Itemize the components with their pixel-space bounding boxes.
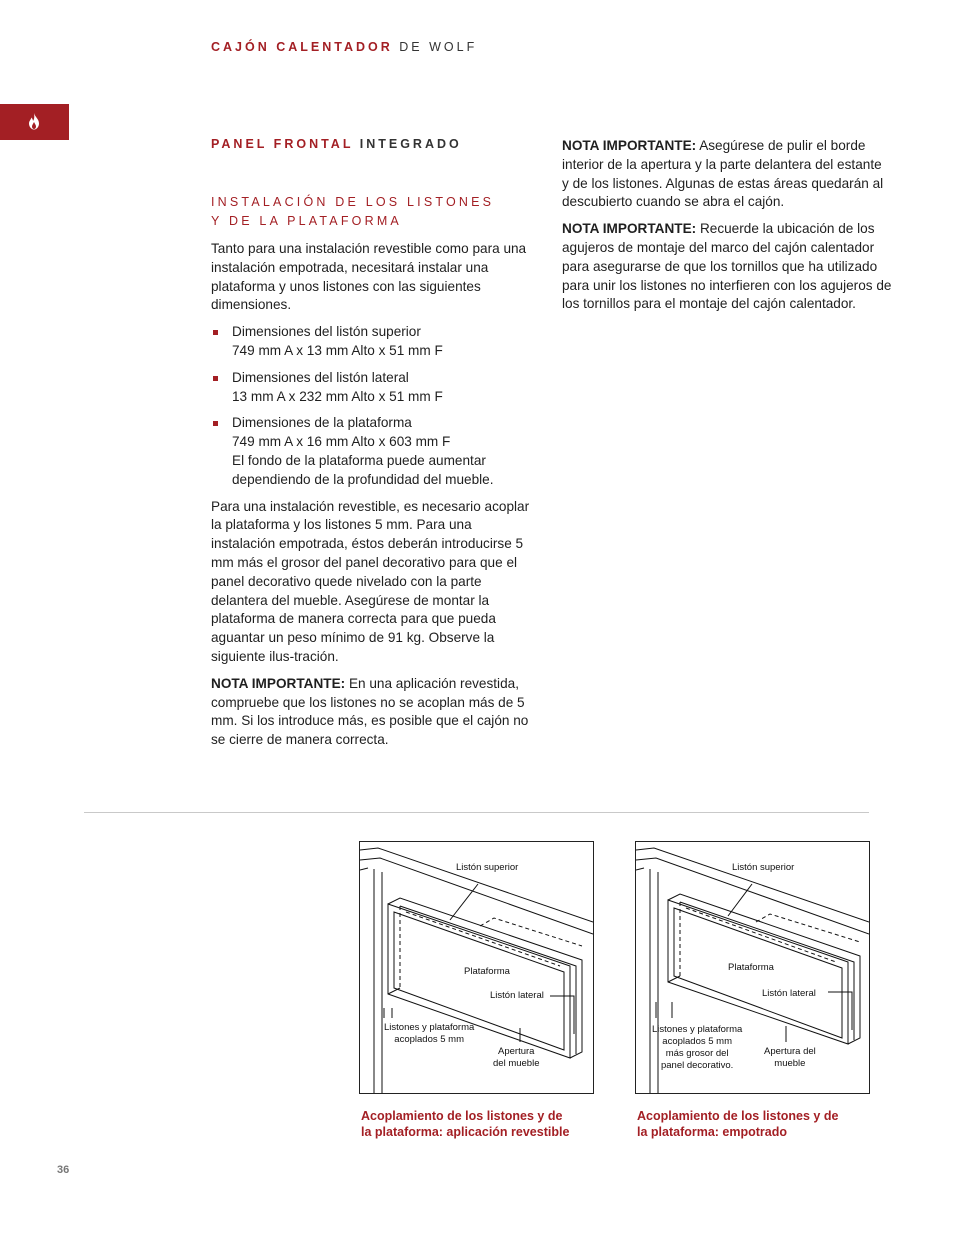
caption-line2: la plataforma: empotrado — [637, 1125, 788, 1139]
left-column — [211, 137, 536, 750]
label-fit-line2: acoplados 5 mm — [394, 1034, 464, 1045]
bullet-marker — [213, 421, 218, 426]
flame-icon — [28, 113, 40, 130]
label-top-strip: Listón superior — [456, 862, 519, 873]
important-note — [562, 137, 892, 212]
list-item — [211, 323, 536, 361]
label-platform: Plataforma — [728, 962, 774, 973]
note-label: NOTA IMPORTANTE: — [211, 675, 346, 691]
list-item-dimensions: 749 mm A x 16 mm Alto x 603 mm F — [232, 434, 451, 450]
list-item-title: Dimensiones de la plataforma — [232, 415, 412, 431]
note-text: Recuerde la ubicación de los agujeros de montaje del marco del cajón calentador para asegurarse de que los tornillos que ha utilizado para unir los listones no interfieren con los agujeros de los tornillos para el montaje del cajón calentador. — [562, 221, 892, 312]
label-cabinet-opening — [764, 1046, 816, 1070]
subsection-title-line1: INSTALACIÓN DE LOS LISTONES — [211, 195, 495, 209]
header-title-rest: DE WOLF — [392, 40, 478, 54]
label-fit-depth — [652, 1024, 742, 1072]
note-text: En una aplicación revestida, compruebe que los listones no se acoplan más de 5 mm. Si los introduce más, es posible que el cajón no se cierre de manera correcta. — [211, 675, 529, 748]
bullet-marker — [213, 376, 218, 381]
label-cabinet-opening — [493, 1046, 539, 1070]
list-item — [211, 369, 536, 407]
label-fit-line1: Listones y plataforma — [652, 1024, 743, 1035]
section-title — [211, 137, 536, 151]
section-title-rest: INTEGRADO — [353, 137, 462, 151]
note-label: NOTA IMPORTANTE: — [562, 221, 697, 237]
caption-line2: la plataforma: aplicación revestible — [361, 1125, 570, 1139]
running-header — [211, 40, 477, 54]
note-label: NOTA IMPORTANTE: — [562, 138, 697, 153]
list-item-title: Dimensiones del listón superior — [232, 324, 421, 340]
figure-overlay-installation — [359, 841, 594, 1094]
label-side-strip: Listón lateral — [490, 990, 544, 1001]
label-fit-line1: Listones y plataforma — [384, 1022, 475, 1033]
label-fit-line2: acoplados 5 mm — [662, 1036, 732, 1047]
label-fit-line4: panel decorativo. — [660, 1060, 734, 1071]
installation-paragraph: Para una instalación revestible, es necesario acoplar la plataforma y los listones 5 mm. Para una instalación empotrada, éstos deberán introducirse 5 mm más el grosor del panel decorativo para que el panel decorativo quede nivelado con la parte delantera del mueble. Asegúrese de montar la plataforma de manera correcta para que pueda aguantar un peso mínimo de 91 kg. Observe la siguiente ilus-tración. — [211, 498, 530, 664]
section-divider — [84, 812, 869, 813]
right-column — [562, 137, 892, 314]
section-tab — [0, 104, 69, 140]
label-fit-line3: más grosor del — [665, 1048, 729, 1059]
note-text: Asegúrese de pulir el borde interior de la apertura y la parte delantera del estante y de los listones. Algunas de estas áreas quedarán al descubierto cuando se abra el cajón. — [562, 138, 884, 210]
page-number: 36 — [57, 1164, 70, 1176]
label-opening-line2: del mueble — [493, 1058, 540, 1069]
caption-line1: Acoplamiento de los listones y de — [361, 1109, 563, 1123]
list-item — [211, 414, 536, 489]
section-title-strong: PANEL FRONTAL — [211, 137, 354, 151]
label-platform: Plataforma — [464, 966, 510, 977]
bullet-marker — [213, 330, 218, 335]
important-note — [562, 220, 892, 314]
label-opening-line1: Apertura — [498, 1046, 535, 1057]
important-note — [211, 675, 536, 750]
label-opening-line1: Apertura del — [764, 1046, 816, 1057]
caption-line1: Acoplamiento de los listones y de — [637, 1109, 839, 1123]
figure-inset-installation — [635, 841, 870, 1094]
list-item-note: El fondo de la plataforma puede aumentar dependiendo de la profundidad del mueble. — [232, 452, 494, 487]
label-top-strip: Listón superior — [732, 862, 795, 873]
intro-paragraph: Tanto para una instalación revestible como para una instalación empotrada, necesitará instalar una plataforma y unos listones con las siguientes dimensiones. — [211, 241, 527, 313]
list-item-dimensions: 749 mm A x 13 mm Alto x 51 mm F — [232, 342, 443, 358]
dimension-list — [211, 323, 536, 489]
subsection-title — [211, 193, 536, 231]
label-opening-line2: mueble — [774, 1058, 806, 1069]
subsection-title-line2: Y DE LA PLATAFORMA — [211, 214, 402, 228]
label-fit-depth — [384, 1022, 474, 1046]
figure-caption — [637, 1108, 877, 1140]
list-item-dimensions: 13 mm A x 232 mm Alto x 51 mm F — [232, 388, 443, 404]
list-item-title: Dimensiones del listón lateral — [232, 369, 409, 385]
label-side-strip: Listón lateral — [762, 988, 816, 999]
header-title-strong: CAJÓN CALENTADOR — [211, 40, 393, 54]
figure-caption — [361, 1108, 601, 1140]
